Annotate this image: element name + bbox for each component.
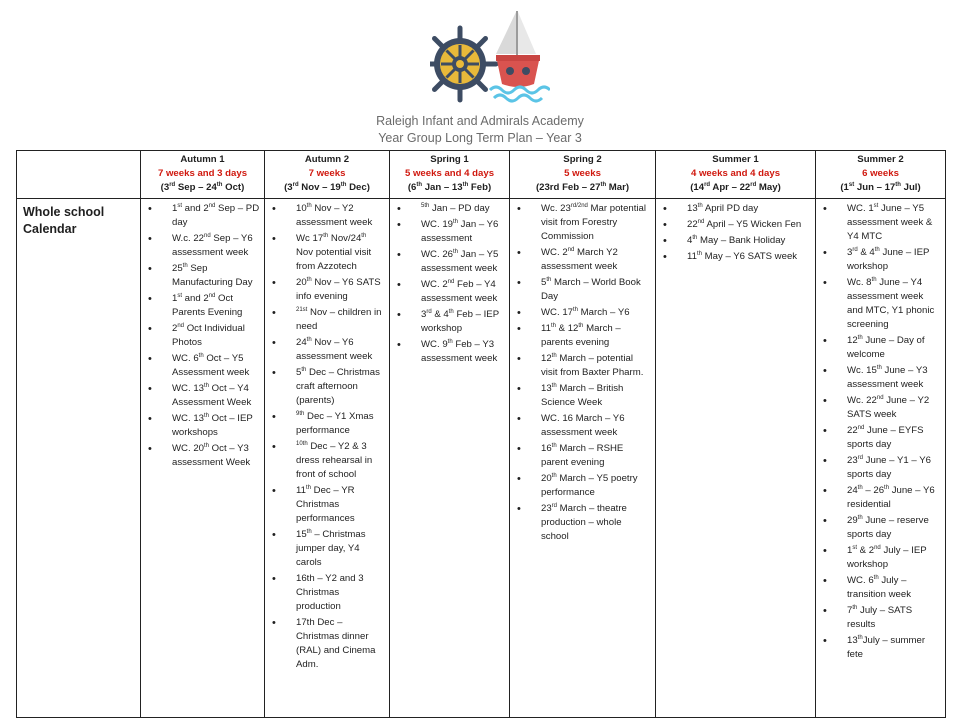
calendar-event: • 10th Nov – Y2 assessment week — [296, 202, 385, 230]
calendar-event: • Wc. $23^{rd/2nd}$ Mar potential visit from Forestry Commission — [541, 202, 651, 244]
calendar-event: • 24th Nov – Y6 assessment week — [296, 336, 385, 364]
event-list — [817, 202, 944, 662]
calendar-event: • 3rd & 4th Feb – IEP workshop — [421, 308, 505, 336]
calendar-event: • 13th March – British Science Week — [541, 382, 651, 410]
term-name: Summer 1 — [712, 154, 759, 165]
calendar-event: • 20th March – Y5 poetry performance — [541, 472, 651, 500]
calendar-event: • 13th April PD day — [687, 202, 811, 216]
term-weeks: 6 weeks — [862, 168, 899, 179]
school-logo — [430, 8, 550, 108]
event-list — [511, 202, 654, 544]
term-weeks: 7 weeks — [308, 168, 346, 179]
calendar-event: • WC. 2nd Feb – Y4 assessment week — [421, 278, 505, 306]
calendar-event: • WC. 17th March – Y6 — [541, 306, 651, 320]
row-label-line2: Calendar — [23, 222, 77, 236]
calendar-event: • 22nd June – EYFS sports day — [847, 424, 941, 452]
term-name: Autumn 2 — [304, 154, 350, 165]
calendar-event: • 23rd June – Y1 – Y6 sports day — [847, 454, 941, 482]
calendar-event: • 5th Dec – Christmas craft afternoon (parents) — [296, 366, 385, 408]
event-list — [142, 202, 263, 470]
term-name: Autumn 1 — [180, 154, 225, 165]
calendar-event: • 4th May – Bank Holiday — [687, 234, 811, 248]
term-name: Spring 1 — [430, 154, 469, 165]
calendar-event: • WC. 1st June – Y5 assessment week & Y4 MTC — [847, 202, 941, 244]
calendar-event: • 3rd & 4th June – IEP workshop — [847, 246, 941, 274]
calendar-event: • Wc 17th Nov/24th Nov potential visit from Azzotech — [296, 232, 385, 274]
calendar-event: • 13thJuly – summer fete — [847, 634, 941, 662]
event-list — [391, 202, 508, 366]
calendar-event: • 1st & 2nd July – IEP workshop — [847, 544, 941, 572]
term-header — [816, 151, 946, 199]
term-date-range: (3rd Sep – 24th Oct) — [160, 181, 245, 193]
sailboat-icon — [490, 11, 550, 101]
event-list — [657, 202, 814, 264]
calendar-event: • WC. 13th Oct – Y4 Assessment Week — [172, 382, 260, 410]
calendar-row — [17, 199, 946, 718]
calendar-event: • WC. 6th July – transition week — [847, 574, 941, 602]
calendar-event: • 16th March – RSHE parent evening — [541, 442, 651, 470]
calendar-event: • WC. 16 March – Y6 assessment week — [541, 412, 651, 440]
term-header — [265, 151, 390, 199]
calendar-event: • 7th July – SATS results — [847, 604, 941, 632]
calendar-event: • WC. 2nd March Y2 assessment week — [541, 246, 651, 274]
calendar-event: • 16th – Y2 and 3 Christmas production — [296, 572, 385, 614]
calendar-event: • 5th March – World Book Day — [541, 276, 651, 304]
calendar-event: • WC. 9th Feb – Y3 assessment week — [421, 338, 505, 366]
calendar-event: • 25th Sep Manufacturing Day — [172, 262, 260, 290]
term-name: Spring 2 — [563, 154, 602, 165]
calendar-event: • 12th June – Day of welcome — [847, 334, 941, 362]
term-events-cell — [390, 199, 510, 718]
term-weeks: 7 weeks and 3 days — [157, 168, 248, 179]
term-date-range: (1st Jun – 17th Jul) — [840, 181, 921, 193]
calendar-event: • Wc. 22nd June – Y2 SATS week — [847, 394, 941, 422]
calendar-event: • WC. 6th Oct – Y5 Assessment week — [172, 352, 260, 380]
term-header — [510, 151, 656, 199]
term-weeks: 5 weeks and 4 days — [404, 168, 495, 179]
calendar-event: • 23rd March – theatre production – whole school — [541, 502, 651, 544]
calendar-event: • WC. 26th Jan – Y5 assessment week — [421, 248, 505, 276]
term-header-row — [17, 151, 946, 199]
calendar-event: • 12th March – potential visit from Baxter Pharm. — [541, 352, 651, 380]
term-date-range: (23rd Feb – 27th Mar) — [535, 181, 630, 193]
calendar-event: • $^{21st}$ Nov – children in need — [296, 306, 385, 334]
calendar-event: • $^{5th}$ Jan – PD day — [421, 202, 505, 216]
calendar-event: • 2nd Oct Individual Photos — [172, 322, 260, 350]
calendar-event: • $^{9th}$ Dec – Y1 Xmas performance — [296, 410, 385, 438]
calendar-event: • $^{10th}$ Dec – Y2 & 3 dress rehearsal in front of school — [296, 440, 385, 482]
calendar-event: • W.c. 22nd Sep – Y6 assessment week — [172, 232, 260, 260]
term-date-range: (3rd Nov – 19th Dec) — [284, 181, 370, 193]
term-header — [141, 151, 265, 199]
term-events-cell — [141, 199, 265, 718]
term-events-cell — [510, 199, 656, 718]
calendar-event: • 11th Dec – YR Christmas performances — [296, 484, 385, 526]
calendar-event: • WC. 19th Jan – Y6 assessment — [421, 218, 505, 246]
term-events-cell — [656, 199, 816, 718]
empty-corner-cell — [17, 151, 141, 199]
term-name: Summer 2 — [857, 154, 904, 165]
long-term-plan-table — [16, 150, 946, 718]
term-header — [390, 151, 510, 199]
ship-wheel-icon — [430, 28, 496, 100]
term-weeks: 5 weeks — [564, 168, 601, 179]
term-header — [656, 151, 816, 199]
term-events-cell — [265, 199, 390, 718]
calendar-event: • 11th & 12th March – parents evening — [541, 322, 651, 350]
event-list — [266, 202, 388, 672]
calendar-event: • 24th – 26th June – Y6 residential — [847, 484, 941, 512]
term-events-cell — [816, 199, 946, 718]
calendar-event: • 20th Nov – Y6 SATS info evening — [296, 276, 385, 304]
school-name: Raleigh Infant and Admirals Academy — [376, 114, 584, 128]
row-label — [17, 199, 141, 718]
calendar-event: • Wc. 15th June – Y3 assessment week — [847, 364, 941, 392]
calendar-event: • 29th June – reserve sports day — [847, 514, 941, 542]
term-weeks: 4 weeks and 4 days — [690, 168, 781, 179]
calendar-event: • 15th – Christmas jumper day, Y4 carols — [296, 528, 385, 570]
calendar-event: • WC. 13th Oct – IEP workshops — [172, 412, 260, 440]
plan-title: Year Group Long Term Plan – Year 3 — [378, 131, 582, 145]
row-label-line1: Whole school — [23, 205, 105, 219]
calendar-event: • 17th Dec – Christmas dinner (RAL) and Cinema Adm. — [296, 616, 385, 672]
calendar-event: • Wc. 8th June – Y4 assessment week and MTC, Y1 phonic screening — [847, 276, 941, 332]
calendar-event: • 22nd April – Y5 Wicken Fen — [687, 218, 811, 232]
calendar-event: • WC. 20th Oct – Y3 assessment Week — [172, 442, 260, 470]
term-date-range: (14rd Apr – 22rd May) — [690, 181, 781, 193]
term-date-range: (6th Jan – 13th Feb) — [407, 181, 492, 193]
calendar-event: • 1st and 2nd Oct Parents Evening — [172, 292, 260, 320]
calendar-event: • 11th May – Y6 SATS week — [687, 250, 811, 264]
calendar-event: • 1st and 2nd Sep – PD day — [172, 202, 260, 230]
